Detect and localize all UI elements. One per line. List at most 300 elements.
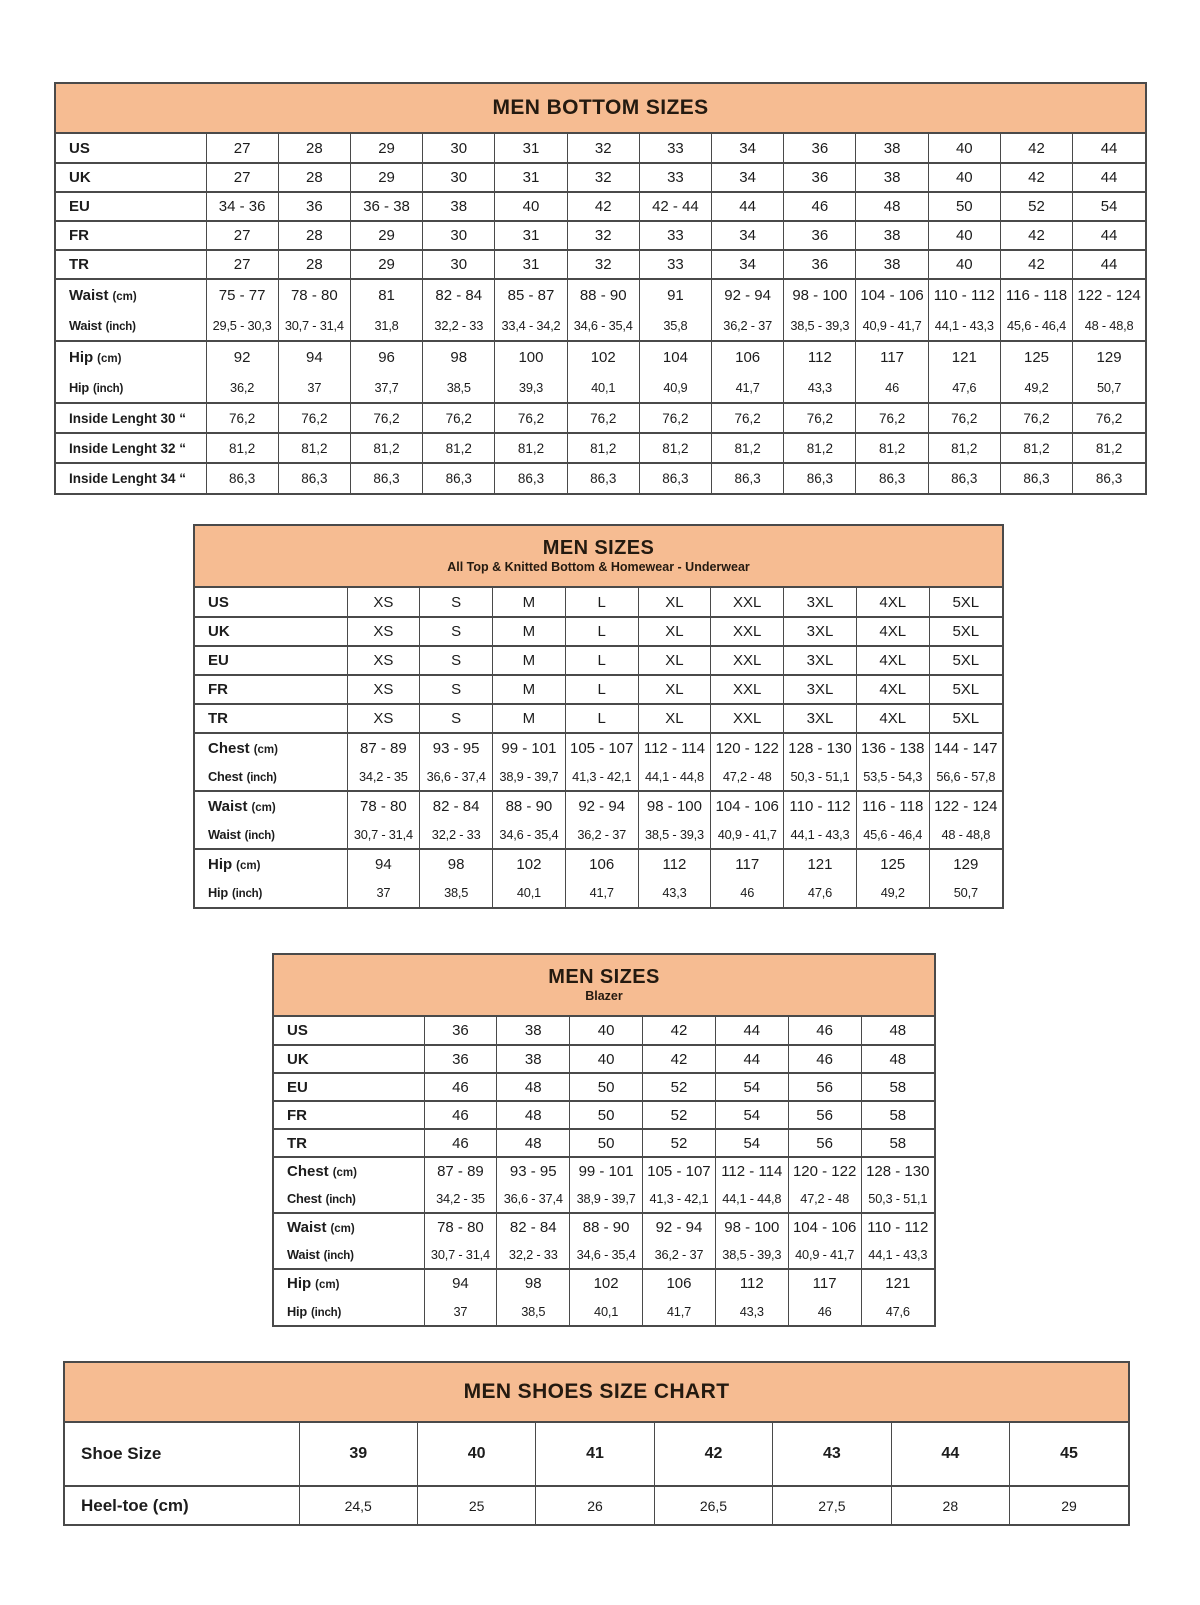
row-label-text: Chest — [287, 1191, 322, 1206]
row-label-unit: (cm) — [315, 1279, 340, 1291]
row-label — [195, 791, 347, 820]
cell: 86,3 — [856, 463, 928, 493]
cell: 58 — [861, 1129, 934, 1157]
cell: 34,2 - 35 — [347, 762, 420, 791]
cell: 41,7 — [643, 1297, 716, 1325]
cell: 32,2 - 33 — [497, 1241, 570, 1269]
cell: 86,3 — [278, 463, 350, 493]
cell: XXL — [711, 704, 784, 733]
cell: L — [565, 617, 638, 646]
table-row — [195, 675, 1002, 704]
cell: 92 - 94 — [565, 791, 638, 820]
cell: 32,2 - 33 — [423, 310, 495, 341]
row-label — [56, 341, 206, 372]
cell: 3XL — [784, 646, 857, 675]
cell: 76,2 — [206, 403, 278, 433]
table-row — [56, 163, 1145, 192]
cell: 37 — [347, 878, 420, 907]
cell: 34 — [712, 163, 784, 192]
row-label-text: Hip — [69, 348, 94, 366]
cell: 46 — [856, 372, 928, 403]
cell: 129 — [929, 849, 1002, 878]
cell: 76,2 — [350, 403, 422, 433]
cell: 44,1 - 43,3 — [784, 820, 857, 849]
cell: 76,2 — [495, 403, 567, 433]
row-label — [195, 762, 347, 791]
cell: 56,6 - 57,8 — [929, 762, 1002, 791]
cell: 81,2 — [1073, 433, 1145, 463]
row-label — [56, 163, 206, 192]
row-label-text: Hip — [208, 855, 233, 873]
cell: 29 — [350, 221, 422, 250]
row-label — [274, 1185, 424, 1213]
cell: 33 — [639, 250, 711, 279]
cell: 98 — [497, 1269, 570, 1297]
cell: 86,3 — [712, 463, 784, 493]
cell: 33 — [639, 134, 711, 163]
cell: 104 - 106 — [856, 279, 928, 310]
cell: 28 — [278, 163, 350, 192]
cell: 86,3 — [1073, 463, 1145, 493]
table-row — [274, 1045, 934, 1073]
cell: 52 — [1000, 192, 1072, 221]
cell: 44,1 - 43,3 — [861, 1241, 934, 1269]
cell: 4XL — [856, 588, 929, 617]
cell: 40 — [417, 1423, 535, 1486]
cell: 38,5 — [497, 1297, 570, 1325]
cell: 56 — [788, 1073, 861, 1101]
cell: 121 — [784, 849, 857, 878]
table-header-band — [65, 1363, 1128, 1423]
cell: 44 — [1073, 221, 1145, 250]
cell: 40 — [570, 1045, 643, 1073]
table-row — [56, 341, 1145, 372]
cell: 34 — [712, 250, 784, 279]
cell: 85 - 87 — [495, 279, 567, 310]
cell: 38,5 — [420, 878, 493, 907]
cell: 46 — [424, 1129, 497, 1157]
cell: 48 - 48,8 — [929, 820, 1002, 849]
table-row — [274, 1185, 934, 1213]
cell: XS — [347, 646, 420, 675]
cell: 36 — [784, 221, 856, 250]
cell: 42 — [567, 192, 639, 221]
size-table — [56, 134, 1145, 493]
row-label-text: EU — [208, 652, 229, 669]
cell: 30,7 - 31,4 — [278, 310, 350, 341]
cell: 29 — [1010, 1486, 1128, 1524]
row-label — [274, 1297, 424, 1325]
cell: 128 - 130 — [861, 1157, 934, 1185]
cell: 42 — [654, 1423, 772, 1486]
cell: 44 — [1073, 250, 1145, 279]
cell: 33 — [639, 221, 711, 250]
table-row — [56, 403, 1145, 433]
cell: 3XL — [784, 704, 857, 733]
cell: 129 — [1073, 341, 1145, 372]
cell: 28 — [891, 1486, 1009, 1524]
cell: 56 — [788, 1101, 861, 1129]
table-row — [195, 733, 1002, 762]
row-label-text: TR — [69, 256, 89, 273]
cell: 27 — [206, 163, 278, 192]
cell: 36 — [424, 1017, 497, 1045]
cell: 78 - 80 — [424, 1213, 497, 1241]
cell: L — [565, 646, 638, 675]
row-label-text: EU — [287, 1078, 308, 1096]
cell: 76,2 — [712, 403, 784, 433]
row-label-text: Hip — [287, 1303, 308, 1319]
cell: 92 - 94 — [643, 1213, 716, 1241]
cell: 28 — [278, 221, 350, 250]
table-header-band — [274, 955, 934, 1017]
cell: 110 - 112 — [784, 791, 857, 820]
cell: 99 - 101 — [493, 733, 566, 762]
cell: 29 — [350, 134, 422, 163]
table-row — [65, 1423, 1128, 1486]
table-row — [274, 1213, 934, 1241]
cell: 48 — [856, 192, 928, 221]
cell: 116 - 118 — [856, 791, 929, 820]
cell: 91 — [639, 279, 711, 310]
table-row — [195, 849, 1002, 878]
cell: 40,9 - 41,7 — [788, 1241, 861, 1269]
cell: 44 — [891, 1423, 1009, 1486]
row-label-unit: (inch) — [105, 320, 136, 333]
cell: 36 — [424, 1045, 497, 1073]
table-row — [274, 1101, 934, 1129]
cell: 40,1 — [567, 372, 639, 403]
cell: 45,6 - 46,4 — [856, 820, 929, 849]
cell: 36,2 — [206, 372, 278, 403]
cell: 48 — [861, 1045, 934, 1073]
cell: 86,3 — [1000, 463, 1072, 493]
cell: 29,5 - 30,3 — [206, 310, 278, 341]
cell: 86,3 — [928, 463, 1000, 493]
cell: 116 - 118 — [1000, 279, 1072, 310]
cell: M — [493, 588, 566, 617]
cell: 88 - 90 — [570, 1213, 643, 1241]
cell: 86,3 — [784, 463, 856, 493]
cell: 86,3 — [423, 463, 495, 493]
cell: 81,2 — [423, 433, 495, 463]
table-title: MEN SHOES SIZE CHART — [463, 1380, 730, 1403]
cell: 29 — [350, 250, 422, 279]
cell: 48 — [497, 1129, 570, 1157]
cell: 28 — [278, 134, 350, 163]
cell: 78 - 80 — [347, 791, 420, 820]
cell: 32,2 - 33 — [420, 820, 493, 849]
cell: 54 — [715, 1101, 788, 1129]
cell: 38 — [423, 192, 495, 221]
cell: 120 - 122 — [711, 733, 784, 762]
cell: 5XL — [929, 646, 1002, 675]
cell: 36 — [784, 163, 856, 192]
cell: XS — [347, 675, 420, 704]
row-label-unit: (inch) — [244, 829, 275, 842]
cell: 42 — [643, 1017, 716, 1045]
cell: 117 — [788, 1269, 861, 1297]
cell: 125 — [856, 849, 929, 878]
cell: S — [420, 617, 493, 646]
cell: 47,6 — [861, 1297, 934, 1325]
cell: 49,2 — [1000, 372, 1072, 403]
table-row — [195, 791, 1002, 820]
row-label — [56, 279, 206, 310]
cell: 28 — [278, 250, 350, 279]
cell: XS — [347, 704, 420, 733]
cell: 38 — [856, 163, 928, 192]
cell: 102 — [567, 341, 639, 372]
cell: 30 — [423, 250, 495, 279]
cell: 104 - 106 — [711, 791, 784, 820]
cell: 3XL — [784, 617, 857, 646]
row-label-unit: (inch) — [325, 1194, 356, 1206]
cell: 50 — [928, 192, 1000, 221]
cell: 5XL — [929, 588, 1002, 617]
cell: 87 - 89 — [424, 1157, 497, 1185]
cell: 54 — [715, 1073, 788, 1101]
cell: 92 - 94 — [712, 279, 784, 310]
row-label-text: Waist — [208, 797, 248, 815]
row-label-text: US — [208, 593, 229, 611]
row-label-text: Inside Lenght 30 “ — [69, 410, 187, 426]
table-row — [195, 588, 1002, 617]
cell: 40,9 - 41,7 — [856, 310, 928, 341]
cell: 27 — [206, 134, 278, 163]
row-label — [195, 617, 347, 646]
cell: 121 — [928, 341, 1000, 372]
cell: 44,1 - 44,8 — [638, 762, 711, 791]
cell: 105 - 107 — [643, 1157, 716, 1185]
cell: 36,6 - 37,4 — [497, 1185, 570, 1213]
cell: 94 — [424, 1269, 497, 1297]
cell: 30,7 - 31,4 — [347, 820, 420, 849]
table-row — [274, 1269, 934, 1297]
row-label-unit: (inch) — [311, 1306, 342, 1319]
cell: 121 — [861, 1269, 934, 1297]
cell: 120 - 122 — [788, 1157, 861, 1185]
cell: 30 — [423, 134, 495, 163]
row-label-unit: (inch) — [232, 888, 263, 900]
cell: 45 — [1010, 1423, 1128, 1486]
cell: 50,7 — [929, 878, 1002, 907]
cell: 31 — [495, 134, 567, 163]
cell: L — [565, 588, 638, 617]
cell: 44 — [1073, 134, 1145, 163]
cell: 86,3 — [567, 463, 639, 493]
table-row — [195, 617, 1002, 646]
cell: 100 — [495, 341, 567, 372]
men-bottom-sizes-table — [54, 82, 1147, 495]
cell: 4XL — [856, 675, 929, 704]
cell: 40 — [928, 221, 1000, 250]
cell: 50 — [570, 1129, 643, 1157]
cell: 26 — [536, 1486, 654, 1524]
cell: 33 — [639, 163, 711, 192]
cell: 128 - 130 — [784, 733, 857, 762]
cell: 76,2 — [856, 403, 928, 433]
cell: 36,2 - 37 — [643, 1241, 716, 1269]
cell: 44,1 - 44,8 — [715, 1185, 788, 1213]
table-row — [274, 1241, 934, 1269]
cell: S — [420, 675, 493, 704]
cell: XL — [638, 588, 711, 617]
cell: 30 — [423, 163, 495, 192]
cell: 98 - 100 — [784, 279, 856, 310]
cell: 38 — [856, 134, 928, 163]
cell: 112 — [784, 341, 856, 372]
cell: 31,8 — [350, 310, 422, 341]
row-label — [56, 310, 206, 341]
cell: 76,2 — [278, 403, 350, 433]
cell: 82 - 84 — [420, 791, 493, 820]
cell: 4XL — [856, 704, 929, 733]
cell: 46 — [711, 878, 784, 907]
cell: 96 — [350, 341, 422, 372]
row-label-text: Shoe Size — [81, 1444, 162, 1463]
cell: 86,3 — [639, 463, 711, 493]
cell: 40 — [928, 250, 1000, 279]
row-label — [274, 1073, 424, 1101]
cell: 43,3 — [784, 372, 856, 403]
cell: 82 - 84 — [423, 279, 495, 310]
cell: 112 — [638, 849, 711, 878]
cell: 75 - 77 — [206, 279, 278, 310]
cell: 38 — [497, 1017, 570, 1045]
row-label-text: UK — [208, 623, 230, 640]
cell: 4XL — [856, 646, 929, 675]
cell: 48 — [861, 1017, 934, 1045]
cell: 81,2 — [206, 433, 278, 463]
cell: 36,6 - 37,4 — [420, 762, 493, 791]
cell: 38 — [856, 250, 928, 279]
cell: 38,9 - 39,7 — [570, 1185, 643, 1213]
cell: M — [493, 675, 566, 704]
table-header-band — [195, 526, 1002, 588]
cell: XXL — [711, 675, 784, 704]
cell: 41,3 - 42,1 — [643, 1185, 716, 1213]
cell: 46 — [784, 192, 856, 221]
cell: 5XL — [929, 675, 1002, 704]
row-label — [56, 372, 206, 403]
cell: 81,2 — [856, 433, 928, 463]
row-label-unit: (inch) — [323, 1250, 354, 1262]
cell: 32 — [567, 163, 639, 192]
cell: 39,3 — [495, 372, 567, 403]
row-label-text: Hip — [69, 379, 90, 395]
row-label — [195, 733, 347, 762]
cell: 37 — [424, 1297, 497, 1325]
cell: L — [565, 675, 638, 704]
cell: 93 - 95 — [420, 733, 493, 762]
cell: 31 — [495, 250, 567, 279]
size-table — [274, 1017, 934, 1325]
cell: 50,7 — [1073, 372, 1145, 403]
cell: 82 - 84 — [497, 1213, 570, 1241]
cell: 47,6 — [928, 372, 1000, 403]
cell: 46 — [788, 1297, 861, 1325]
table-row — [195, 878, 1002, 907]
cell: 76,2 — [1073, 403, 1145, 433]
cell: 42 — [1000, 163, 1072, 192]
table-subtitle: All Top & Knitted Bottom & Homewear - Underwear — [447, 560, 750, 574]
row-label-text: Hip — [287, 1275, 312, 1292]
cell: 42 — [1000, 134, 1072, 163]
cell: XXL — [711, 646, 784, 675]
row-label — [65, 1486, 299, 1524]
row-label-text: US — [69, 139, 90, 157]
cell: 76,2 — [567, 403, 639, 433]
cell: 38,5 - 39,3 — [784, 310, 856, 341]
cell: 34,6 - 35,4 — [570, 1241, 643, 1269]
cell: 81,2 — [495, 433, 567, 463]
row-label — [195, 878, 347, 907]
table-row — [274, 1017, 934, 1045]
table-row — [195, 646, 1002, 675]
cell: 36,2 - 37 — [565, 820, 638, 849]
cell: 50,3 - 51,1 — [784, 762, 857, 791]
cell: 44 — [715, 1017, 788, 1045]
row-label-text: Hip — [208, 885, 229, 900]
table-title: MEN SIZES — [548, 966, 660, 988]
cell: 44 — [712, 192, 784, 221]
cell: 40 — [928, 163, 1000, 192]
cell: 24,5 — [299, 1486, 417, 1524]
cell: 98 - 100 — [638, 791, 711, 820]
cell: 50 — [570, 1101, 643, 1129]
cell: 125 — [1000, 341, 1072, 372]
cell: 40 — [928, 134, 1000, 163]
cell: 34,2 - 35 — [424, 1185, 497, 1213]
table-row — [56, 310, 1145, 341]
row-label — [56, 221, 206, 250]
row-label-unit: (cm) — [112, 290, 137, 303]
cell: 40,1 — [570, 1297, 643, 1325]
cell: 26,5 — [654, 1486, 772, 1524]
table-row — [195, 762, 1002, 791]
table-row — [56, 192, 1145, 221]
cell: 81 — [350, 279, 422, 310]
cell: XL — [638, 646, 711, 675]
cell: 52 — [643, 1073, 716, 1101]
row-label-text: Waist — [69, 317, 102, 333]
cell: 44,1 - 43,3 — [928, 310, 1000, 341]
cell: 81,2 — [712, 433, 784, 463]
cell: 98 — [423, 341, 495, 372]
size-table — [65, 1423, 1128, 1524]
row-label-text: FR — [208, 681, 228, 698]
cell: 32 — [567, 221, 639, 250]
table-row — [56, 250, 1145, 279]
cell: 106 — [565, 849, 638, 878]
cell: 112 — [715, 1269, 788, 1297]
cell: 86,3 — [350, 463, 422, 493]
cell: 35,8 — [639, 310, 711, 341]
cell: 54 — [715, 1129, 788, 1157]
cell: 41,7 — [565, 878, 638, 907]
row-label — [274, 1101, 424, 1129]
cell: 31 — [495, 221, 567, 250]
cell: 4XL — [856, 617, 929, 646]
cell: 34 — [712, 221, 784, 250]
table-row — [274, 1129, 934, 1157]
cell: 81,2 — [928, 433, 1000, 463]
cell: 54 — [1073, 192, 1145, 221]
cell: M — [493, 646, 566, 675]
cell: 76,2 — [423, 403, 495, 433]
cell: 44 — [1073, 163, 1145, 192]
